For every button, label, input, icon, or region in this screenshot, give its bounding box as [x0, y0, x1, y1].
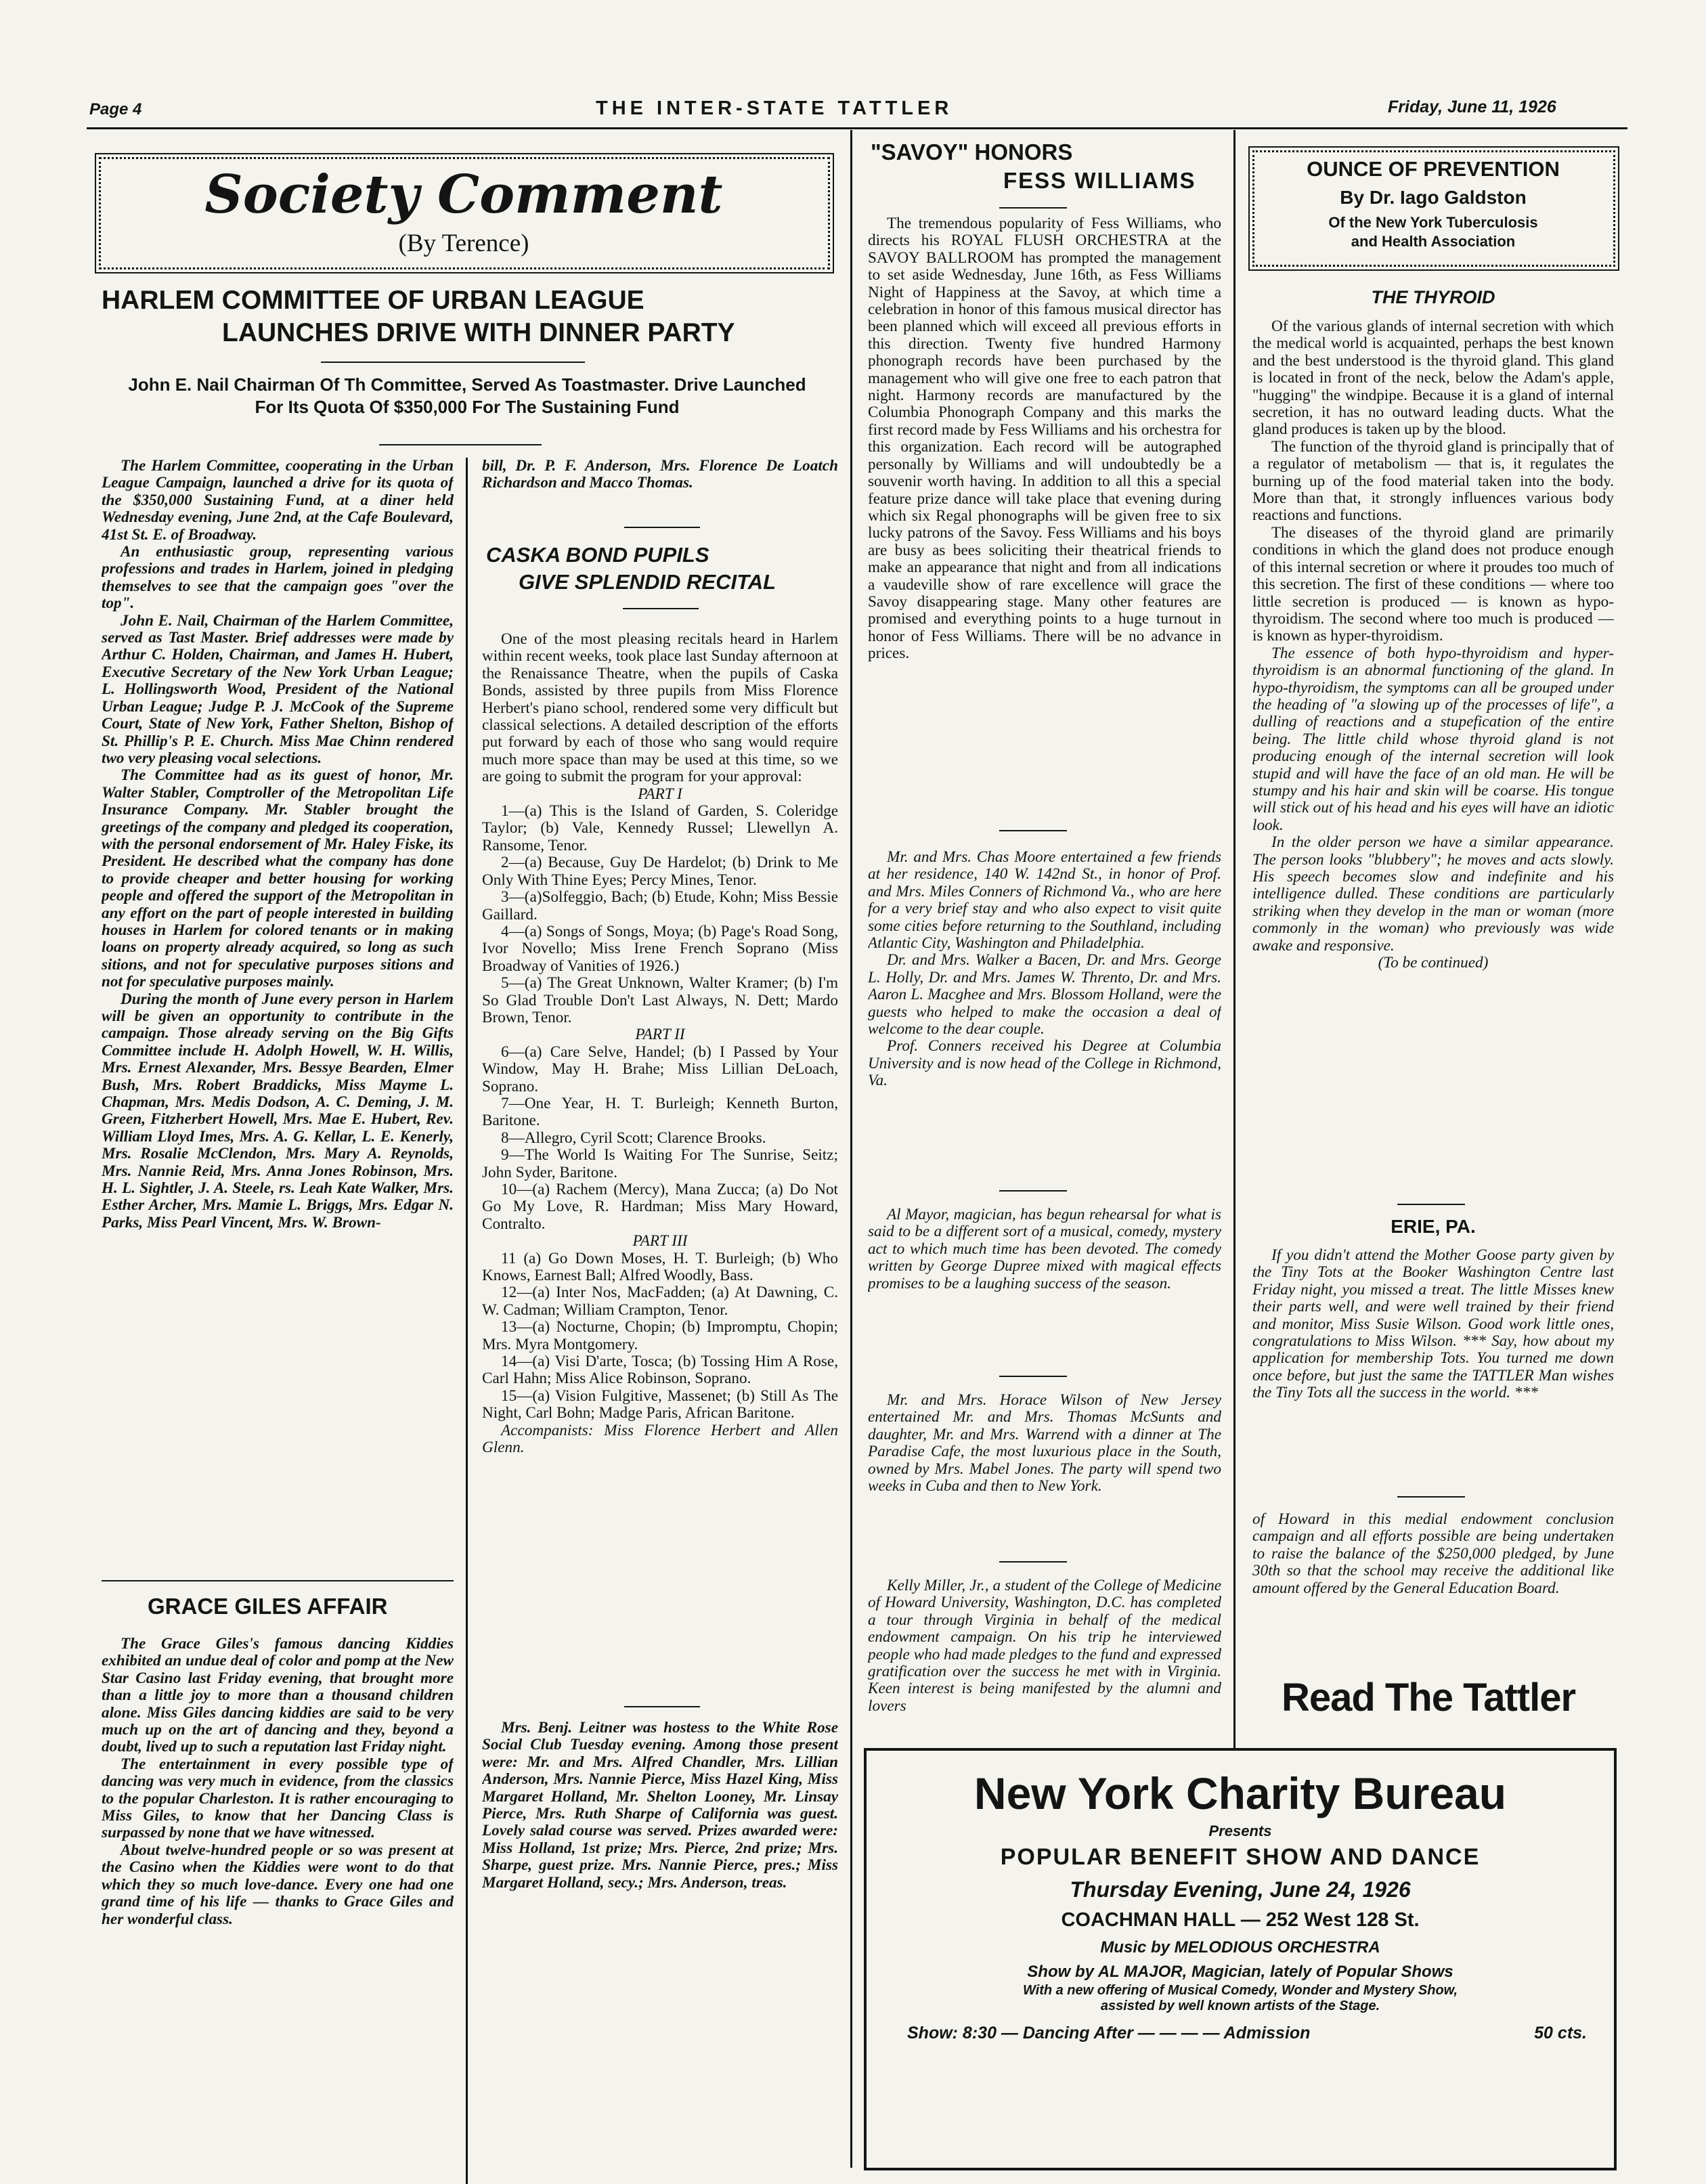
ounce-affiliation-line2: and Health Association	[1351, 233, 1516, 250]
wilson-paragraph: Mr. and Mrs. Horace Wilson of New Jersey entertained Mr. and Mrs. Thomas McSunts and daughter, Mr. and Mrs. Warrend with a dinner at The Paradise Cafe, the most luxurious place in the South, owned by Mrs. Mabel Jones. The party will spend two weeks in Cuba and then to New York.	[868, 1392, 1221, 1495]
savoy-article	[868, 215, 1221, 815]
thyroid-paragraph: The essence of both hypo-thyroidism and hyper-thyroidism is an abnormal functioning of the gland. In hypo-thyroidism, the symptoms can all be grouped under the heading of "a slowing up of the processes of life", a dulling of reactions and a stupefication of the entire being. The little child whose thyroid gland is not producing enough of the internal secretion will look stupid and will have the face of an old man. He will be stumpy and his hair and skin will be coarse. His tongue will stick out of his head and his eyes will have an idiotic look.	[1252, 644, 1614, 834]
charity-schedule: Show: 8:30 — Dancing After — — — — Admission	[907, 2024, 1311, 2043]
harlem-paragraph: bill, Dr. P. F. Anderson, Mrs. Florence De Loatch Richardson and Macco Thomas.	[482, 458, 838, 492]
savoy-headline-line2: FESS WILLIAMS	[1003, 168, 1196, 193]
grace-giles-headline: GRACE GILES AFFAIR	[148, 1594, 388, 1619]
thyroid-article	[1252, 318, 1614, 1148]
section-rule	[1397, 1496, 1465, 1498]
charity-bureau-ad	[864, 1748, 1617, 2170]
harlem-paragraph: During the month of June every person in Harlem will be given an opportunity to contribute in the campaign. Those already serving on the Big Gifts Committee include H. Adolph Howell, W. H. Willis, Mrs. Ernest Alexander, Mrs. Bessye Bearden, Elmer Bush, Mrs. Robert Braddicks, Miss Mayme L. Chapman, Mrs. Medis Dodson, A. C. Deming, J. M. Green, Fitzherbert Howell, Mrs. Mae E. Hubert, Rev. William Lloyd Imes, Mrs. A. G. Kellar, L. E. Kenerly, Mrs. Rosalie McClendon, Mrs. Mary A. Reynolds, Mrs. Nannie Reid, Mrs. Anna Jones Robinson, Mrs. H. L. Sightler, J. A. Steele, rs. Leah Kate Walker, Mrs. Esther Archer, Mrs. Mamie L. Briggs, Mrs. Edgar N. Parks, Miss Pearl Vincent, Mrs. W. Brown-	[102, 990, 454, 1231]
program-item: 5—(a) The Great Unknown, Walter Kramer; (b) I'm So Glad Trouble Don't Last Always, N. Dett; Mardo Brown, Tenor.	[482, 974, 838, 1026]
harlem-paragraph: An enthusiastic group, representing various professions and trades in Harlem, joined in pledging themselves to see that the campaign goes "over the top".	[102, 543, 454, 613]
harlem-paragraph: The Harlem Committee, cooperating in the Urban League Campaign, launched a drive for its quota of the $350,000 Sustaining Fund, at a diner held Wednesday evening, June 2nd, at the Cafe Boulevard, 41st St. E. of Broadway.	[102, 458, 454, 544]
harlem-headline-line1: HARLEM COMMITTEE OF URBAN LEAGUE	[102, 286, 644, 315]
harlem-article-col2	[482, 458, 838, 516]
charity-music: Music by MELODIOUS ORCHESTRA	[1100, 1938, 1380, 1957]
erie-article	[1252, 1247, 1614, 1477]
charity-bureau-title: New York Charity Bureau	[974, 1768, 1507, 1818]
caska-article	[482, 631, 838, 1698]
charity-show: Show by AL MAJOR, Magician, lately of Popular Shows	[1027, 1963, 1453, 1981]
issue-date: Friday, June 11, 1926	[1388, 97, 1556, 116]
caska-headline-line1: CASKA BOND PUPILS	[486, 543, 709, 567]
grace-paragraph: About twelve-hundred people or so was present at the Casino when the Kiddies were wont to do that which they so much love-dance. Every one had one grand time of his life — thanks to Grace Giles and her wonderful class.	[102, 1841, 454, 1928]
page-number: Page 4	[89, 100, 142, 118]
charity-offering: With a new offering of Musical Comedy, Wonder and Mystery Show,	[1022, 1983, 1458, 1998]
program-item: 4—(a) Songs of Songs, Moya; (b) Page's Road Song, Ivor Novello; Miss Irene French Soprano (Miss Broadway of Vanities of 1926.)	[482, 922, 838, 975]
section-rule	[624, 527, 700, 528]
thyroid-paragraph: In the older person we have a similar appearance. The person looks "blubbery"; he moves and acts slowly. His speech becomes slow and indefinite and his intelligence dulled. These conditions are particularly striking when they develop in the man or woman (more commonly in the woman) who previously was wide awake and responsive.	[1252, 833, 1614, 955]
program-item: 12—(a) Inter Nos, MacFadden; (a) At Dawning, C. W. Cadman; William Crampton, Tenor.	[482, 1284, 838, 1319]
section-rule	[1397, 1204, 1465, 1205]
harlem-article-col1	[102, 458, 454, 1565]
harlem-paragraph: John E. Nail, Chairman of the Harlem Committee, served as Tast Master. Brief addresses were made by Arthur C. Holden, Chairman, and James H. Hubert, Executive Secretary of the New York Urban League; L. Hollingsworth Wood, President of the National Urban League; Judge P. J. McCook of the Supreme Court, State of New York, Father Shelton, Bishop of St. Phillip's P. E. Church. Miss Mae Chinn rendered two very pleasing vocal selections.	[102, 611, 454, 767]
section-rule	[102, 1580, 454, 1581]
program-item: 8—Allegro, Cyril Scott; Clarence Brooks.	[501, 1129, 766, 1147]
moore-paragraph: Prof. Conners received his Degree at Columbia University and is now head of the College in Richmond, Va.	[868, 1037, 1221, 1090]
column-divider	[466, 458, 468, 2184]
moore-paragraph: Dr. and Mrs. Walker a Bacen, Dr. and Mrs. George L. Holly, Dr. and Mrs. James W. Thrento, Dr. and Mrs. Aaron L. Macghee and Mrs. Blossom Holland, were the guests who helped to make the occasion a deal of welcome to the dear couple.	[868, 951, 1221, 1039]
charity-venue: COACHMAN HALL — 252 West 128 St.	[1061, 1909, 1420, 1931]
leitner-article	[482, 1720, 838, 2168]
caska-intro: One of the most pleasing recitals heard in Harlem within recent weeks, took place last Sunday afternoon at the Renaissance Theatre, when the pupils of Caska Bonds, assisted by three pupils from Miss Florence Herbert's piano school, rendered some very difficult but classical selections. A detailed description of the efforts put forward by each of those who sang would require much more space than may be used at this time, so we are going to submit the program for your approval:	[482, 631, 838, 786]
thyroid-headline: THE THYROID	[1371, 287, 1495, 307]
thyroid-paragraph: The function of the thyroid gland is principally that of a regulator of metabolism — that is, it regulates the burning up of the food material taken into the body. More than that, it strongly influences various body reactions and functions.	[1252, 437, 1614, 525]
erie-paragraph: If you didn't attend the Mother Goose party given by the Tiny Tots at the Booker Washington Centre last Friday night, you missed a treat. The little Misses knew their parts well, and were well trained by their friend and monitor, Miss Susie Wilson. Good work little ones, congratulations to Miss Wilson. *** Say, how about my application for membership Tots. You turned me down once before, but just the same the TATTLER Man wishes the Tiny Tots all the success in the world. ***	[1252, 1247, 1614, 1402]
charity-price: 50 cts.	[1534, 2024, 1587, 2043]
section-rule	[999, 830, 1067, 831]
harlem-subhead: John E. Nail Chairman Of Th Committee, Served As Toastmaster. Drive Launched For Its Quota Of $350,000 For The Sustaining Fund	[128, 374, 806, 417]
kelly-paragraph: of Howard in this medial endowment conclusion campaign and all efforts possible are being undertaken to raise the balance of the $250,000 pledged, by June 30th so that the school may receive the additional like amount offered by the General Education Board.	[1252, 1511, 1614, 1597]
program-item: 15—(a) Vision Fulgitive, Massenet; (b) Still As The Night, Carl Bohn; Madge Paris, African Baritone.	[482, 1386, 838, 1422]
grace-giles-article	[102, 1636, 454, 2168]
grace-paragraph: The Grace Giles's famous dancing Kiddies exhibited an undue deal of color and pomp at the New Star Casino last Friday evening, that brought more than a little joy to more than a thousand children alone. Miss Giles dancing kiddies are said to be very much up on the art of dancing and they, beyond a doubt, lived up to such a reputation last Friday night.	[102, 1636, 454, 1756]
harlem-paragraph: The Committee had as its guest of honor, Mr. Walter Stabler, Comptroller of the Metropolitan Life Insurance Company. Mr. Stabler brought the greetings of the company and pledged its cooperation, with the personal endorsement of Mr. Haley Fiske, its President. He described what the company has done to provide cheaper and better housing for working people and offered the support of the Metropolitan in any effort on the part of people interested in building houses in Harlem for colored tenants or in making loans on property already acquired, so long as such sitions, and not for speculative purposes sitions and not for speculative purposes mainly.	[102, 766, 454, 991]
section-rule	[999, 1376, 1067, 1377]
ounce-title: OUNCE OF PREVENTION	[1307, 157, 1560, 181]
program-item: 11 (a) Go Down Moses, H. T. Burleigh; (b) Who Knows, Earnest Ball; Alfred Woodly, Bass.	[482, 1249, 838, 1285]
program-accompanists: Accompanists: Miss Florence Herbert and Allen Glenn.	[482, 1421, 838, 1457]
kelly-paragraph: Kelly Miller, Jr., a student of the College of Medicine of Howard University, Washington, D.C. has completed a tour through Virginia in behalf of the medical endowment campaign. On his trip he interviewed people who had made pledges to the fund and expressed gratification over the success he met with in Virginia. Keen interest is being manifested by the alumni and lovers	[868, 1577, 1221, 1715]
thyroid-paragraph: Of the various glands of internal secretion with which the medical world is acquainted, perhaps the best known and the best understood is the thyroid gland. This gland is located in front of the neck, below the Adam's apple, "hugging" the windpipe. Because it is a gland of internal secretion, it has no outward leading ducts. What the gland produces is taken up by the blood.	[1252, 318, 1614, 439]
al-mayor-article	[868, 1206, 1221, 1358]
grace-paragraph: The entertainment in every possible type of dancing was very much in evidence, from the classics to the popular Charleston. It is rather encouraging to Miss Giles, to know that her Dancing Class is surpassed by none that we have witnessed.	[102, 1755, 454, 1842]
kelly-miller-article	[868, 1577, 1221, 1744]
kelly-miller-continued	[1252, 1511, 1614, 1664]
program-part-heading: PART III	[632, 1232, 688, 1250]
masthead-rule	[87, 127, 1627, 129]
charity-presents: Presents	[1208, 1822, 1272, 1839]
charity-event: POPULAR BENEFIT SHOW AND DANCE	[1000, 1844, 1481, 1870]
savoy-paragraph: The tremendous popularity of Fess Williams, who directs his ROYAL FLUSH ORCHESTRA at the SAVOY BALLROOM has prompted the management to set aside Wednesday, June 16th, as Fess Williams Night of Happiness at the Savoy, at which time a celebration in honor of this famous musical director has been planned which will exceed all previous efforts in this direction. Twenty five hundred Harmony phonograph records have been purchased by the management who will give one free to each patron that night. Harmony records are manufactured by the Columbia Phonograph Company and this marks the first record made by Fess Williams and his orchestra for this organization. Each record will be autographed personally by Williams and will undoubtedly be a souvenir worth having. In addition to all this a special feature prize dance will take place that evening during which six Regal phonographs will be given free to six lucky patrons of the Savoy. Fess Williams and his boys are busy as bees soliciting their theatrical friends to make an appearance that night and from all indications a vaudeville show of rare excellence will grace the Savoy disappearing stage. Many other features are promised and everything points to a huge turnout in honor of Fess Williams. There will be no advance in prices.	[868, 215, 1221, 663]
savoy-headline-line1: "SAVOY" HONORS	[871, 139, 1073, 165]
charity-date: Thursday Evening, June 24, 1926	[1070, 1877, 1411, 1902]
charity-times	[907, 2024, 1587, 2043]
section-rule	[624, 1706, 700, 1707]
program-item: 6—(a) Care Selve, Handel; (b) I Passed by Your Window, May H. Brahe; Miss Lillian DeLoach, Soprano.	[482, 1043, 838, 1095]
program-part-heading: PART II	[635, 1026, 685, 1044]
column-divider	[1233, 130, 1235, 1748]
ounce-affiliation-line1: Of the New York Tuberculosis	[1328, 214, 1538, 231]
section-rule	[999, 207, 1067, 209]
program-item: 13—(a) Nocturne, Chopin; (b) Impromptu, Chopin; Mrs. Myra Montgomery.	[482, 1318, 838, 1353]
program-item: 14—(a) Visi D'arte, Tosca; (b) Tossing Him A Rose, Carl Hahn; Miss Alice Robinson, Soprano.	[482, 1353, 838, 1388]
harlem-headline-line2: LAUNCHES DRIVE WITH DINNER PARTY	[222, 318, 735, 347]
section-rule	[999, 1561, 1067, 1563]
program-item: 9—The World Is Waiting For The Sunrise, Seitz; John Syder, Baritone.	[482, 1146, 838, 1181]
program-item: 3—(a)Solfeggio, Bach; (b) Etude, Kohn; Miss Bessie Gaillard.	[482, 888, 838, 923]
program-item: 10—(a) Rachem (Mercy), Mana Zucca; (a) Do Not Go My Love, R. Hardman; Miss Mary Howard, Contralto.	[482, 1181, 838, 1233]
al-mayor-paragraph: Al Mayor, magician, has begun rehearsal for what is said to be a different sort of a musical, comedy, mystery act to which much time has been devoted. The comedy written by George Dupree mixed with magical effects promises to be a laughing success of the season.	[868, 1206, 1221, 1292]
program-item: 7—One Year, H. T. Burleigh; Kenneth Burton, Baritone.	[482, 1094, 838, 1130]
leitner-paragraph: Mrs. Benj. Leitner was hostess to the White Rose Social Club Tuesday evening. Among those present were: Mr. and Mrs. Alfred Chandler, Mrs. Lillian Anderson, Mrs. Nannie Pierce, Miss Hazel King, Miss Margaret Holland, Mr. Shelton Looney, Mr. Linsay Pierce, Mrs. Ruth Sharpe of California was guest. Lovely salad course was served. Prizes awarded were: Miss Holland, 1st prize; Mrs. Pierce, 2nd prize; Mrs. Sharpe, guest prize. Mrs. Nannie Pierce, pres.; Miss Margaret Holland, secy.; Mrs. Anderson, treas.	[482, 1720, 838, 1892]
caska-headline-line2: GIVE SPLENDID RECITAL	[519, 570, 777, 594]
program-item: 2—(a) Because, Guy De Hardelot; (b) Drink to Me Only With Thine Eyes; Percy Mines, Tenor.	[482, 854, 838, 889]
to-be-continued: (To be continued)	[1378, 954, 1489, 972]
harlem-rule-bottom	[379, 444, 542, 445]
harlem-rule-top	[321, 362, 585, 363]
section-rule	[999, 1190, 1067, 1192]
section-rule	[623, 608, 699, 609]
ounce-author: By Dr. Iago Galdston	[1340, 187, 1527, 208]
newspaper-name: THE INTER-STATE TATTLER	[596, 97, 953, 119]
column-divider	[850, 130, 852, 2168]
society-comment-byline: (By Terence)	[398, 230, 529, 257]
program-part-heading: PART I	[638, 785, 682, 803]
moore-article	[868, 849, 1221, 1167]
thyroid-paragraph: The diseases of the thyroid gland are primarily conditions in which the gland does not produce enough of this internal secretion or where it proudes too much of this secretion. The first of these conditions — where too little secretion is produced — is known as hypo-thyroidism. The second where too much is produced — is known as hyper-thyroidism.	[1252, 523, 1614, 645]
moore-paragraph: Mr. and Mrs. Chas Moore entertained a few friends at her residence, 140 W. 142nd St., in honor of Prof. and Mrs. Miles Conners of Richmond Va., who are here for a very brief stay and who also expect to visit quite some cities before returning to the Southland, including Atlantic City, Washington and Philadelphia.	[868, 849, 1221, 953]
charity-assisted: assisted by well known artists of the Stage.	[1100, 1999, 1380, 2013]
program-item: 1—(a) This is the Island of Garden, S. Coleridge Taylor; (b) Vale, Kennedy Russel; Llewellyn A. Ransome, Tenor.	[482, 802, 838, 854]
wilson-article	[868, 1392, 1221, 1545]
erie-headline: ERIE, PA.	[1391, 1216, 1476, 1237]
society-comment-title: Society Comment	[204, 164, 723, 225]
read-the-tattler-promo: Read The Tattler	[1281, 1676, 1576, 1720]
